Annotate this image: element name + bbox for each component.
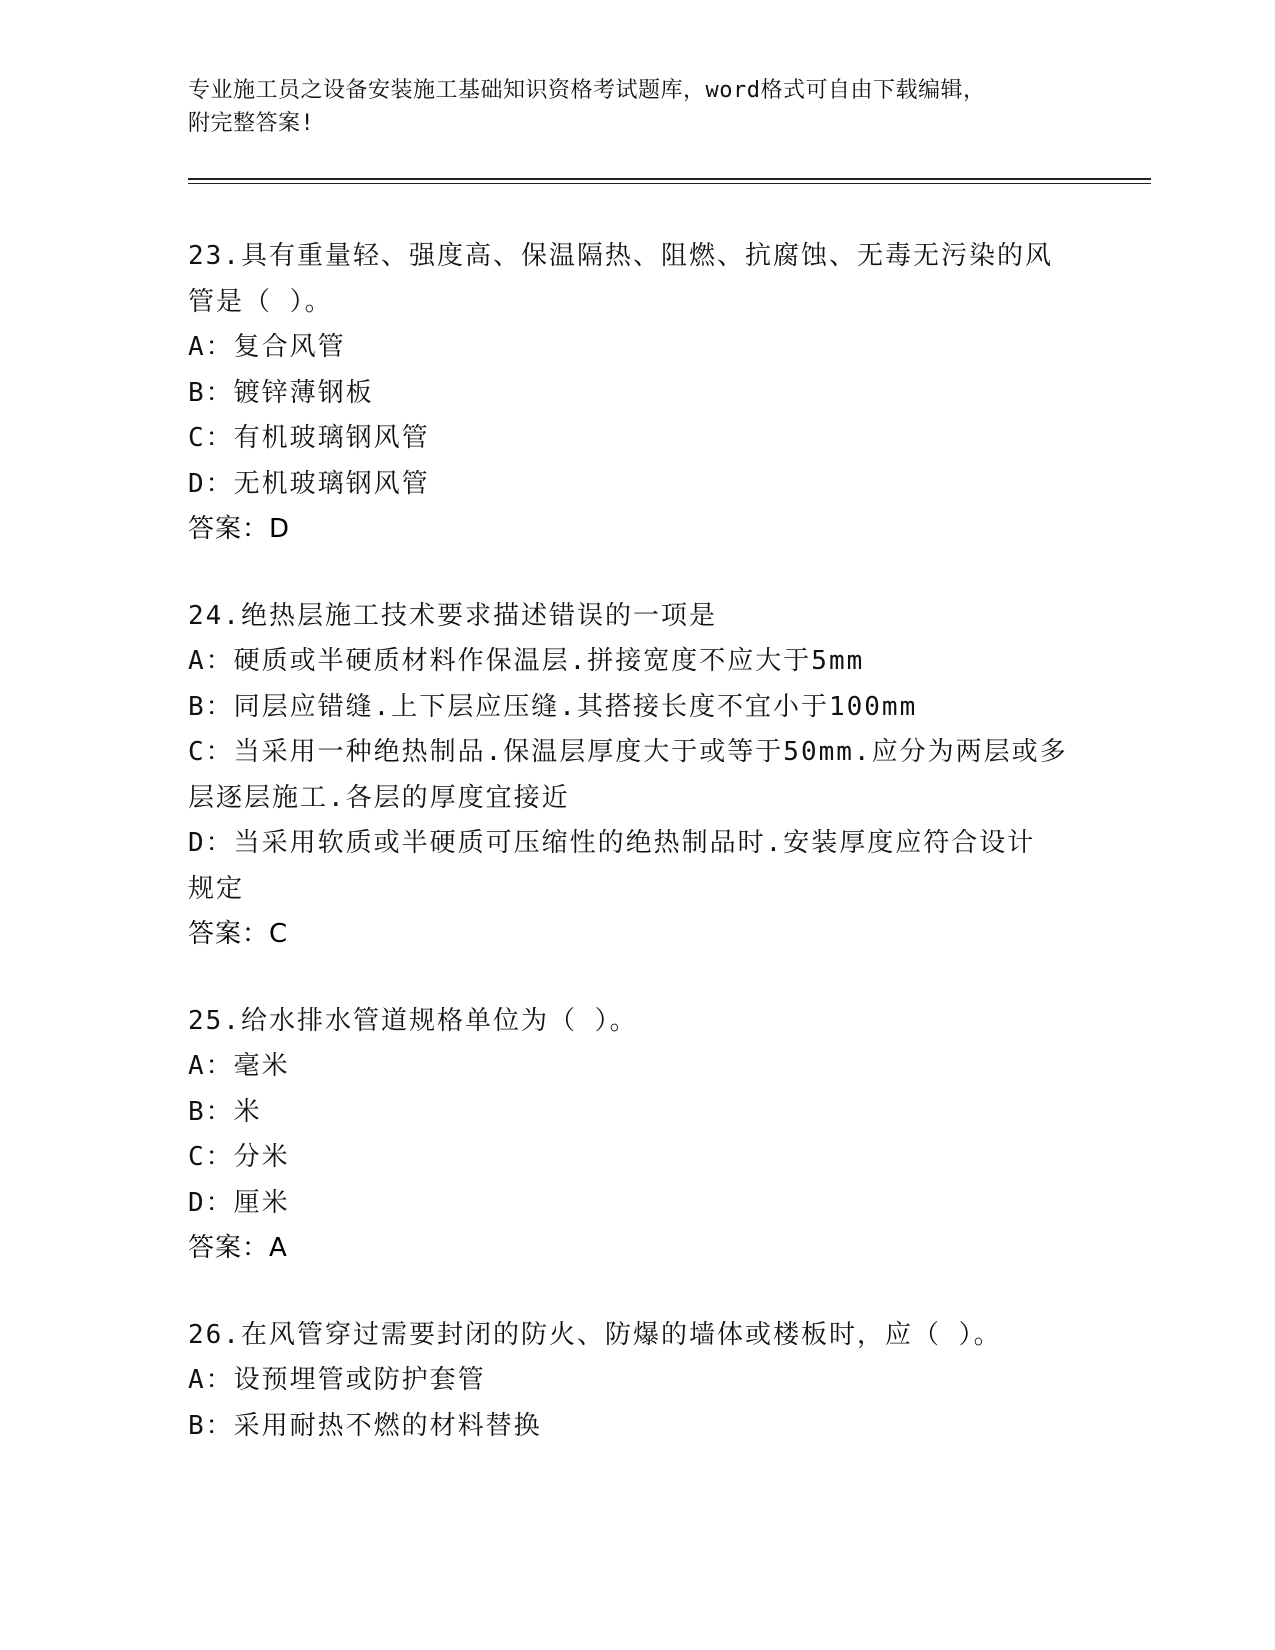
option-c: C：有机玻璃钢风管 <box>188 423 430 453</box>
question-list <box>188 234 1088 1490</box>
document-header <box>188 74 1088 140</box>
question-24 <box>188 594 1088 958</box>
header-line-1: 专业施工员之设备安装施工基础知识资格考试题库，word格式可自由下载编辑， <box>188 78 986 103</box>
option-b: B：镀锌薄钢板 <box>188 377 374 408</box>
option-a: A：复合风管 <box>188 332 346 362</box>
option-a: A：硬质或半硬质材料作保温层.拼接宽度不应大于5mm <box>188 646 865 676</box>
option-a: A：设预埋管或防护套管 <box>188 1365 486 1395</box>
answer-line: 答案：A <box>188 1233 288 1263</box>
option-c: C：分米 <box>188 1142 290 1172</box>
option-c: C：当采用一种绝热制品.保温层厚度大于或等于50mm.应分为两层或多 <box>188 737 1068 767</box>
question-stem: 24.绝热层施工技术要求描述错误的一项是 <box>188 600 717 631</box>
answer-line: 答案：D <box>188 514 291 544</box>
header-line-2: 附完整答案! <box>188 111 315 136</box>
question-stem: 25.给水排水管道规格单位为（ ）。 <box>188 1005 638 1036</box>
option-d-continued: 规定 <box>188 873 245 904</box>
option-d: D：厘米 <box>188 1187 290 1218</box>
question-23 <box>188 234 1088 553</box>
option-b: B：采用耐热不燃的材料替换 <box>188 1410 542 1441</box>
question-26 <box>188 1313 1088 1450</box>
question-stem: 23.具有重量轻、强度高、保温隔热、阻燃、抗腐蚀、无毒无污染的风 <box>188 241 1053 271</box>
option-a: A：毫米 <box>188 1051 290 1081</box>
question-25 <box>188 999 1088 1272</box>
answer-line: 答案：C <box>188 919 289 949</box>
option-d: D：无机玻璃钢风管 <box>188 468 430 499</box>
question-stem: 26.在风管穿过需要封闭的防火、防爆的墙体或楼板时，应（ ）。 <box>188 1319 1002 1350</box>
option-b: B：米 <box>188 1096 262 1127</box>
option-c-continued: 层逐层施工.各层的厚度宜接近 <box>188 782 570 813</box>
header-divider <box>188 178 1151 184</box>
question-stem: 管是（ ）。 <box>188 286 333 317</box>
option-d: D：当采用软质或半硬质可压缩性的绝热制品时.安装厚度应符合设计 <box>188 828 1036 858</box>
option-b: B：同层应错缝.上下层应压缝.其搭接长度不宜小于100mm <box>188 691 918 722</box>
